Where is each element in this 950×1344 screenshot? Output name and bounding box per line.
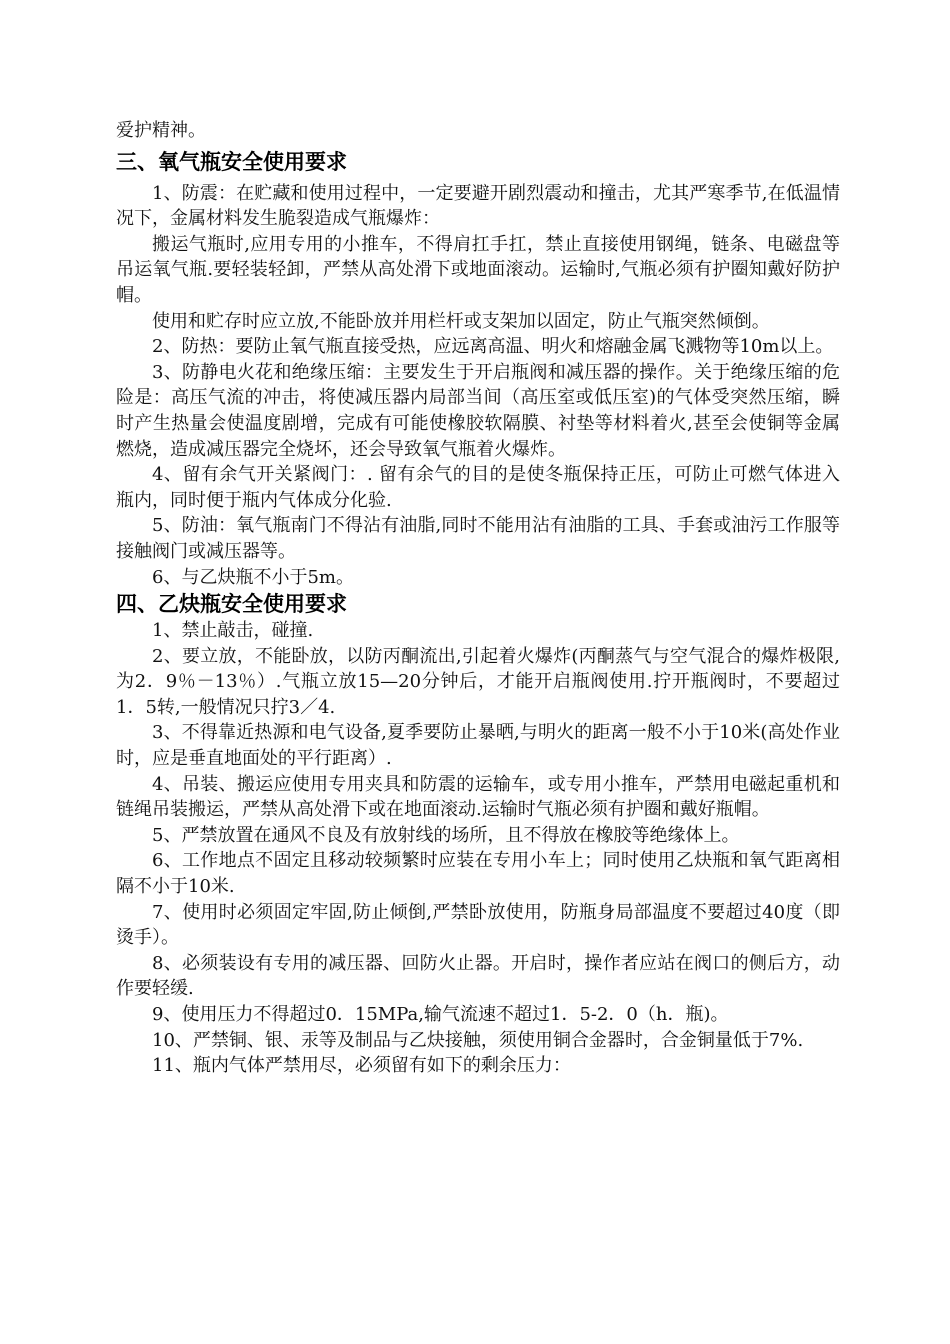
s4-paragraph-2: 2、要立放，不能卧放，以防丙酮流出,引起着火爆炸(丙酮蒸气与空气混合的爆炸极限,为2．9％－13％）.气瓶立放15—20分钟后，才能开启瓶阀使用.拧开瓶阀时，不要超过1．5转,一般情况只拧3／4. <box>116 645 840 718</box>
s3-paragraph-3: 使用和贮存时应立放,不能卧放并用栏杆或支架加以固定，防止气瓶突然倾倒。 <box>152 310 770 332</box>
s3-paragraph-8: 6、与乙炔瓶不小于5m。 <box>152 566 354 588</box>
s4-paragraph-3: 3、不得靠近热源和电气设备,夏季要防止暴晒,与明火的距离一般不小于10米(高处作业时，应是垂直地面处的平行距离）. <box>116 722 840 770</box>
intro-tail-text: 爱护精神。 <box>116 120 206 141</box>
s4-paragraph-5: 5、严禁放置在通风不良及有放射线的场所，且不得放在橡胶等绝缘体上。 <box>152 824 740 846</box>
s3-paragraph-6: 4、留有余气开关紧阀门：. 留有余气的目的是使冬瓶保持正压，可防止可燃气体进入瓶内，同时便于瓶内气体成分化验. <box>116 464 840 511</box>
s4-paragraph-11: 11、瓶内气体严禁用尽，必须留有如下的剩余压力： <box>152 1055 571 1077</box>
s4-paragraph-8: 8、必须装设有专用的减压器、回防火止器。开启时，操作者应站在阀口的侧后方，动作要轻缓. <box>116 952 840 1000</box>
section-4-heading: 四、乙炔瓶安全使用要求 <box>116 592 347 617</box>
s3-paragraph-7: 5、防油：氧气瓶南门不得沾有油脂,同时不能用沾有油脂的工具、手套或油污工作服等接触阀门或减压器等。 <box>116 515 840 562</box>
s4-paragraph-6: 6、工作地点不固定且移动较频繁时应装在专用小车上；同时使用乙炔瓶和氧气距离相隔不小于10米. <box>116 850 840 898</box>
s4-paragraph-4: 4、吊装、搬运应使用专用夹具和防震的运输车，或专用小推车，严禁用电磁起重机和链绳吊装搬运，严禁从高处滑下或在地面滚动.运输时气瓶必须有护圈和戴好瓶帽。 <box>116 773 840 821</box>
s4-paragraph-7: 7、使用时必须固定牢固,防止倾倒,严禁卧放使用，防瓶身局部温度不要超过40度（即烫手）。 <box>116 901 840 949</box>
s4-paragraph-10: 10、严禁铜、银、汞等及制品与乙炔接触，须使用铜合金器时，合金铜量低于7%. <box>152 1029 804 1051</box>
s3-paragraph-4: 2、防热：要防止氧气瓶直接受热，应远离高温、明火和熔融金属飞溅物等10m以上。 <box>152 336 834 358</box>
s3-paragraph-2: 搬运气瓶时,应用专用的小推车，不得肩扛手扛，禁止直接使用钢绳，链条、电磁盘等吊运氧气瓶.要轻装轻卸，严禁从高处滑下或地面滚动。运输时,气瓶必须有护圈知戴好防护帽。 <box>116 233 840 306</box>
document-body <box>116 118 840 1079</box>
section-3-heading: 三、氧气瓶安全使用要求 <box>116 149 347 174</box>
s3-paragraph-5: 3、防静电火花和绝缘压缩：主要发生于开启瓶阀和减压器的操作。关于绝缘压缩的危险是：高压气流的冲击，将使减压器内局部当间（高压室或低压室)的气体受突然压缩，瞬时产生热量会使温度剧增，完成有可能使橡胶软隔膜、衬垫等材料着火,甚至会使铜等金属燃烧，造成减压器完全烧坏，还会导致氧气瓶着火爆炸。 <box>116 361 840 460</box>
s4-paragraph-1: 1、禁止敲击，碰撞. <box>152 620 314 642</box>
s3-paragraph-1: 1、防震：在贮藏和使用过程中，一定要避开剧烈震动和撞击，尤其严寒季节,在低温情况下，金属材料发生脆裂造成气瓶爆炸： <box>116 182 840 230</box>
s4-paragraph-9: 9、使用压力不得超过0．15MPa,输气流速不超过1．5-2．0（h．瓶)。 <box>152 1004 729 1025</box>
